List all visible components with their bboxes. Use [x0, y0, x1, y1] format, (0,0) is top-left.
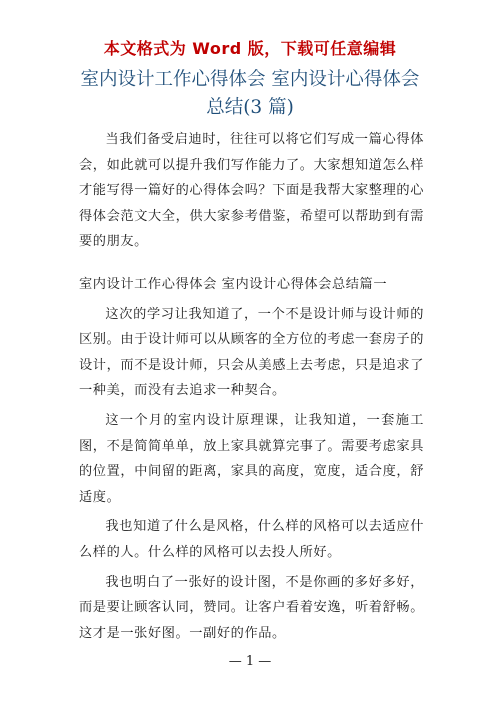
document-banner: 本文格式为 Word 版，下载可任意编辑: [103, 39, 397, 58]
body-paragraph: 我也知道了什么是风格，什么样的风格可以去适应什么样的人。什么样的风格可以去投人所好。: [79, 519, 424, 560]
document-title: [40, 66, 460, 122]
section-heading: 室内设计工作心得体会 室内设计心得体会总结篇一: [79, 276, 388, 292]
intro-paragraph: 当我们备受启迪时，往往可以将它们写成一篇心得体会，如此就可以提升我们写作能力了。大家想知道怎么样才能写得一篇好的心得体会吗？下面是我帮大家整理的心得体会范文大全，供大家参考借鉴，希望可以帮助到有需要的朋友。: [79, 132, 424, 250]
document-body: [79, 122, 424, 646]
page-number: — 1 —: [228, 654, 272, 669]
body-paragraph: 这一个月的室内设计原理课，让我知道，一套施工图，不是简简单单，放上家具就算完事了。需要考虑家具的位置，中间留的距离，家具的高度，宽度，适合度，舒适度。: [79, 412, 424, 505]
body-paragraph: 我也明白了一张好的设计图，不是你画的多好多好，而是要让顾客认同，赞同。让客户看着安逸，听着舒畅。这才是一张好图。一副好的作品。: [79, 574, 424, 641]
title-line-1: 室内设计工作心得体会 室内设计心得体会: [80, 69, 420, 90]
body-paragraph: 这次的学习让我知道了，一个不是设计师与设计师的区别。由于设计师可以从顾客的全方位的考虑一套房子的设计，而不是设计师，只会从美感上去考虑，只是追求了一种美，而没有去追求一种契合。: [79, 306, 424, 399]
title-line-2: 总结(3 篇): [206, 97, 294, 118]
